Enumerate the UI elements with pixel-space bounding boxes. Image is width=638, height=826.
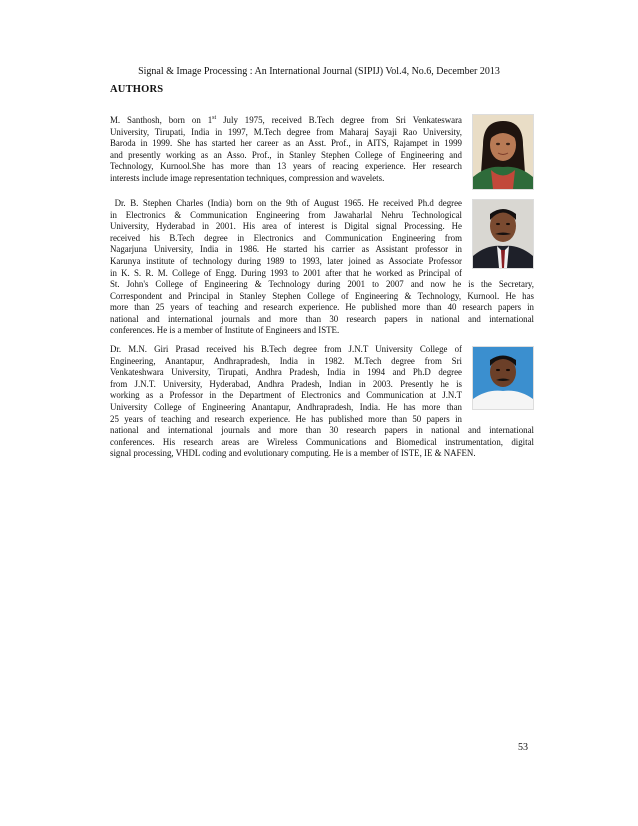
bio-line: more than 25 years of teaching and research experience. He published more than 40 research papers in bbox=[110, 302, 534, 313]
author-bio-santhosh bbox=[110, 115, 462, 185]
bio-line: Karunya institute of technology during 1989 to 1993, later joined as Associate Professor bbox=[110, 255, 462, 266]
bio-line: national and international journals and more than 30 research papers in national and international bbox=[110, 425, 534, 435]
bio-line: and presently working as an Asso. Prof., in Stanley Stephen College of Engineering and bbox=[110, 149, 462, 160]
bio-line: Dr. M.N. Giri Prasad received his B.Tech degree from J.N.T University College of bbox=[110, 344, 462, 354]
bio-line: in K. S. R. M. College of Engg. During 1993 to 2001 after that he worked as Principal of bbox=[110, 267, 462, 278]
author-bio-giri-prasad bbox=[110, 344, 462, 425]
bio-line: Engineering, Anantapur, Andhrapradesh, India in 1982. M.Tech degree from Sri bbox=[110, 355, 462, 366]
bio-line: University, Tirupati, India in 1997, M.Tech degree from Maharaj Sayaji Rao University, bbox=[110, 126, 462, 137]
portrait-image bbox=[473, 347, 533, 409]
author-photo-santhosh bbox=[472, 114, 534, 190]
bio-line: conferences. His research areas are Wireless Communications and Biomedical instrumentation, digital bbox=[110, 436, 534, 447]
bio-line: working as a Professor in the Department of Electronics and Communication at J.N.T bbox=[110, 390, 462, 401]
bio-line: M. Santhosh, born on 1st July 1975, received B.Tech degree from Sri Venkateswara bbox=[110, 115, 462, 125]
bio-line: in Electronics & Communication Engineering from Jawaharlal Nehru Technological bbox=[110, 209, 462, 220]
bio-line: University, Hyderabad in 2001. His area of interest is Digital signal Processing. He bbox=[110, 221, 462, 232]
bio-line: Baroda in 1999. She has started her career as an Asst. Prof., in AITS, Rajampet in 1999 bbox=[110, 138, 462, 149]
bio-line: national and international journals and more than 30 research papers in national and international bbox=[110, 313, 534, 324]
bio-line: signal processing, VHDL coding and evolutionary computing. He is a member of ISTE, IE & NAFEN. bbox=[110, 448, 476, 459]
bio-line: Correspondent and Principal in Stanley Stephen College of Engineering & Technology, Kurnool. He has bbox=[110, 290, 534, 301]
bio-line: Nagarjuna University, India in 1986. He started his carrier as Assistant professor in bbox=[110, 244, 462, 255]
section-title: AUTHORS bbox=[110, 84, 164, 95]
author-bio-stephen-charles bbox=[110, 198, 462, 279]
portrait-image bbox=[473, 115, 533, 189]
portrait-image bbox=[473, 200, 533, 268]
bio-line: 25 years of teaching and research experience. He has published more than 50 papers in bbox=[110, 413, 462, 424]
journal-header: Signal & Image Processing : An International Journal (SIPIJ) Vol.4, No.6, December 2013 bbox=[138, 66, 500, 77]
bio-line: from J.N.T. University, Hyderabad, Andhra Pradesh, Indian in 2003. Presently he is bbox=[110, 378, 462, 389]
bio-line: Venkateshwara University, Tirupati, Andhra Pradesh, India in 1994 and Ph.D degree bbox=[110, 367, 462, 378]
bio-line: received his B.Tech degree in Electronics and Communication Engineering from bbox=[110, 232, 462, 243]
page-number: 53 bbox=[518, 742, 528, 753]
bio-line: interests include image representation techniques, compression and wavelets. bbox=[110, 172, 385, 183]
author-photo-stephen-charles bbox=[472, 199, 534, 269]
bio-line: Dr. B. Stephen Charles (India) born on the 9th of August 1965. He received Ph.d degree bbox=[110, 198, 462, 208]
author-bio-stephen-charles-cont bbox=[110, 279, 534, 337]
bio-line: conferences. He is a member of Institute of Engineers and ISTE. bbox=[110, 325, 340, 336]
bio-line: University College of Engineering Anantapur, Andhrapradesh, India. He has more than bbox=[110, 401, 462, 412]
author-photo-giri-prasad bbox=[472, 346, 534, 410]
author-bio-giri-prasad-cont bbox=[110, 425, 534, 460]
bio-line: Technology, Kurnool.She has more than 13 years of reacing experience. Her research bbox=[110, 161, 462, 172]
bio-line: St. John's College of Engineering & Technology during 2001 to 2007 and now he is the Secretary, bbox=[110, 279, 534, 289]
